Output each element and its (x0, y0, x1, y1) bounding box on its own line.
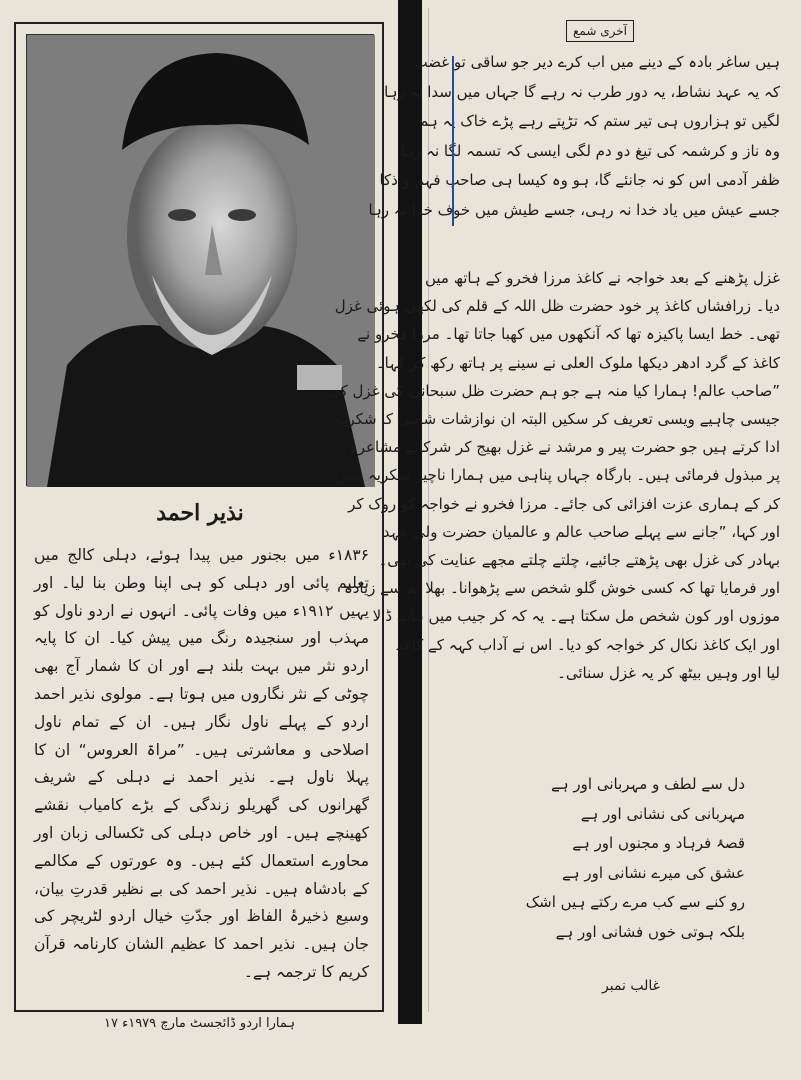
verse-line: لگیں تو ہزاروں ہی تیر ستم کہ تڑپتے رہے پڑے خاک پہ ہم (419, 112, 780, 130)
prose-line: بہادر کی غزل بھی پڑھتے جائیے، چلتے چلتے مجھے عنایت کی تھی۔ (378, 551, 780, 570)
prose-line: ادا کرتے ہیں جو حضرت پیر و مرشد نے غزل بھیج کر شرکائے مشاعرہ (348, 438, 780, 457)
verse-line: ہیں ساغر بادہ کے دینے میں اب کرے دیر جو ساقی تو غضب (413, 53, 780, 71)
verse-line: بلکہ ہوتی خوں فشانی اور ہے (555, 922, 745, 941)
prose-line: اور فرمایا تھا کہ کسی خوش گلو شخص سے پڑھوانا۔ بھلا تم سے زیادہ (343, 579, 780, 598)
prose-line: جیسی چاہیے ویسی تعریف کر سکیں البتہ ان نوازشات شاہی کا شکریہ (334, 410, 780, 429)
prose-line: اور کہا، ”جانے سے پہلے صاحب عالم و عالمیان حضرت ولی عہد (382, 522, 780, 541)
ghazal-verses-bottom (500, 770, 745, 947)
verse-line: وہ ناز و کرشمہ کی تیغ دو دم لگی ایسی کہ تسمہ لگا نہ رہا (400, 141, 780, 160)
verse-line: عشق کی میرے نشانی اور ہے (562, 863, 745, 882)
portrait-caption: نذیر احمد (156, 500, 244, 526)
prose-line: کاغذ کے گرد ادھر دیکھا ملوک العلی نے سینے پر ہاتھ رکھ کر کہا۔ (375, 353, 780, 372)
verse-line: ظفر آدمی اس کو نہ جانئے گا، ہو وہ کیسا ہی صاحب فہم و ذکا (379, 171, 780, 189)
section-tag: آخری شمع (566, 20, 634, 42)
biography-text (34, 542, 369, 981)
portrait-illustration (27, 35, 375, 487)
verse-line: کہ یہ عہد نشاط، یہ دور طرب نہ رہے گا جہاں میں سدا نہ رہا (384, 82, 780, 101)
ink-bracket-mark (452, 56, 454, 226)
prose-line: تھی۔ خط ایسا پاکیزہ تھا کہ آنکھوں میں کھبا جاتا تھا۔ مرزا فخرو نے (357, 325, 780, 344)
prose-line: دیا۔ زرافشاں کاغذ پر خود حضرت ظل اللہ کے قلم کی لکھی ہوئی غزل (334, 297, 780, 316)
prose-line: کر کے ہماری عزت افزائی کی جائے۔ مرزا فخرو نے خواجہ کو روک کر (348, 494, 780, 513)
portrait-photo (26, 34, 374, 486)
verse-line: دل سے لطف و مہربانی اور ہے (551, 775, 745, 793)
prose-line: پر مبذول فرمائی ہیں۔ بارگاہ جہاں پناہی میں ہمارا ناچیز شکریہ پیش (335, 466, 780, 485)
prose-line: غزل پڑھنے کے بعد خواجہ نے کاغذ مرزا فخرو کے ہاتھ میں (424, 269, 780, 287)
prose-line: لیا اور وہیں بیٹھ کر یہ غزل سنائی۔ (557, 663, 780, 682)
ghazal-verses-top (368, 48, 780, 225)
page-footer: ہمارا اردو ڈائجسٹ مارچ ۱۹۷۹ء ۱۷ (104, 1016, 295, 1031)
prose-line: ”صاحب عالم! ہمارا کیا منہ ہے جو ہم حضرت ظل سبحانی کی غزل کی (328, 381, 780, 400)
story-prose (328, 264, 780, 687)
prose-line: اور ایک کاغذ نکال کر خواجہ کو دیا۔ اس نے آداب کہہ کے کاغذ (395, 635, 780, 654)
prose-line: موزوں اور کون شخص مل سکتا ہے۔ یہ کہ کر جیب میں ہاتھ ڈالا (372, 607, 780, 626)
verse-line: قصۂ فرہاد و مجنوں اور ہے (572, 834, 745, 852)
verse-line: جسے عیش میں یاد خدا نہ رہی، جسے طیش میں خوف خدا نہ رہا (368, 200, 780, 219)
verse-line: مہربانی کی نشانی اور ہے (580, 804, 745, 823)
source-credit: غالب نمبر (602, 978, 660, 994)
biography-paragraph: ۱۸۳۶ء میں بجنور میں پیدا ہوئے، دہلی کالج میں تعلیم پائی اور دہلی کو ہی اپنا وطن بنا لیا۔ اور یہیں ۱۹۱۲ء میں وفات پائی۔ انہوں نے اردو ناول کو مہذب اور سنجیدہ رنگ میں پیش کیا۔ ان کا پایہ اردو نثر میں بہت بلند ہے اور ان کا شمار آج بھی چوٹی کے نثر نگاروں میں ہوتا ہے۔ مولوی نذیر احمد اردو کے پہلے ناول نگار ہیں۔ ان کے تمام ناول اصلاحی و معاشرتی ہیں۔ ”مراۃ العروس“ ان کا پہلا ناول ہے۔ نذیر احمد نے دہلی کے شریف گھرانوں کی گھریلو زندگی کے بڑے کامیاب نقشے کھینچے ہیں۔ اور خاص دہلی کی ٹکسالی زبان اور محاورے استعمال کئے ہیں۔ وہ عورتوں کے مکالمے کے بادشاہ ہیں۔ نذیر احمد کی بے نظیر قدرتِ بیان، وسیع ذخیرۂ الفاظ اور جدّتِ خیال اردو لٹریچر کی جان ہیں۔ نذیر احمد کا عظیم الشان کارنامہ قرآن کریم کا ترجمہ ہے۔ (34, 546, 369, 981)
verse-line: رو کنے سے کب مرے رکتے ہیں اشک (525, 893, 745, 911)
